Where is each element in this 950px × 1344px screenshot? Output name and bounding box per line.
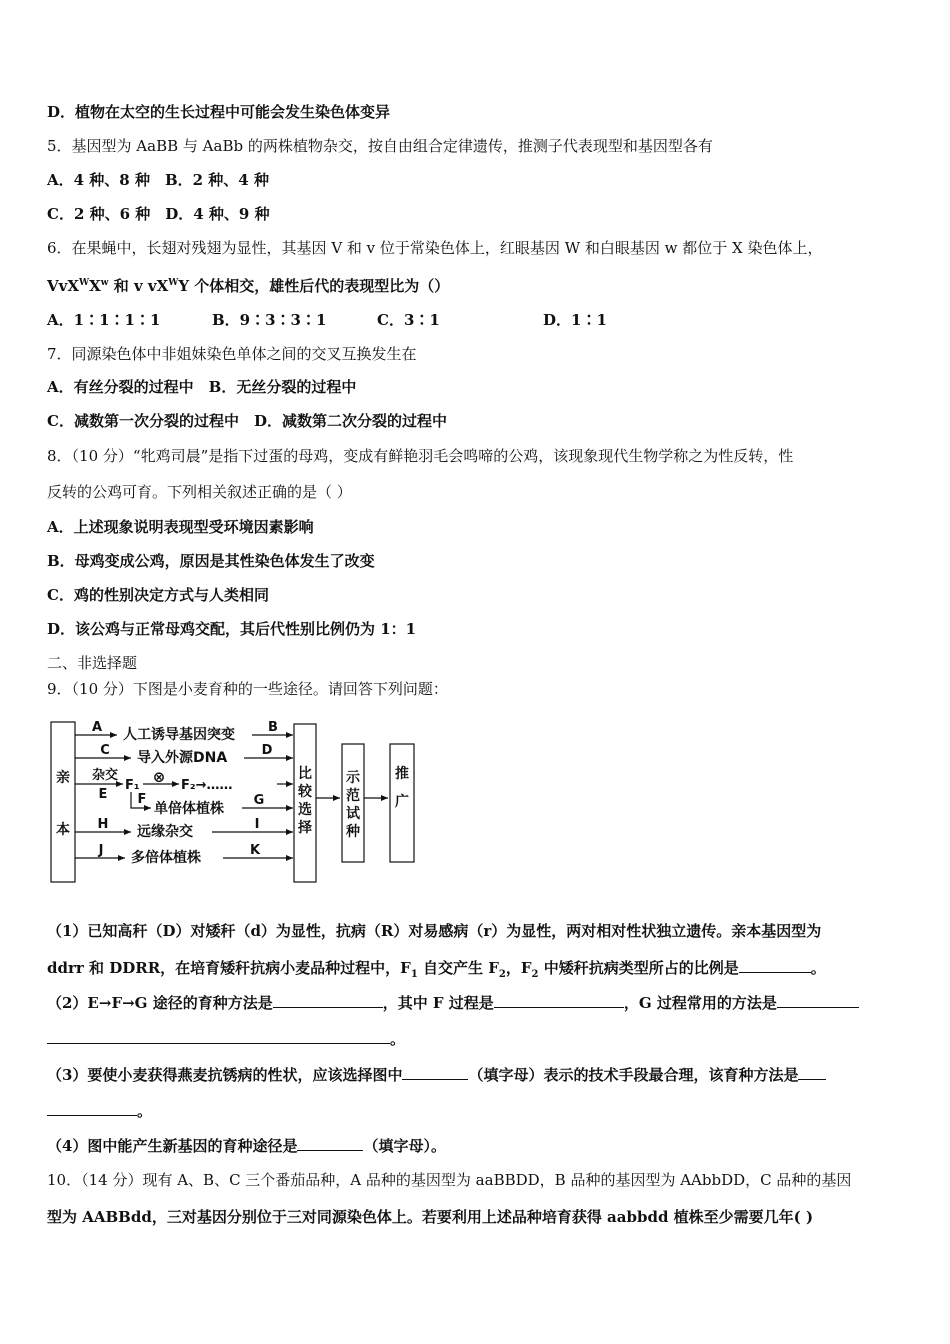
answer-blank-2[interactable] (273, 993, 383, 1008)
promote-char-1: 推 (395, 766, 409, 782)
answer-blank-4-cont[interactable] (47, 1029, 390, 1044)
demo-char-3: 试 (346, 806, 360, 822)
label-a: A (91, 720, 103, 735)
q7-options-cd: C．减数第一次分裂的过程中 D．减数第二次分裂的过程中 (47, 412, 447, 430)
select-char-1: 比 (298, 766, 312, 782)
label-foreign-dna: 导入外源DNA (137, 750, 228, 766)
demo-char-2: 范 (346, 788, 360, 804)
label-haploid: 单倍体植株 (154, 801, 224, 817)
q8-option-a: A．上述现象说明表现型受环境因素影响 (47, 518, 314, 536)
q5-options-cd: C．2 种、6 种 D．4 种、9 种 (47, 205, 270, 223)
label-i: I (254, 817, 260, 832)
q9-part1-line1: （1）已知高秆（D）对矮秆（d）为显性，抗病（R）对易感病（r）为显性，两对相对性状独立遗传。亲本基因型为 (47, 922, 822, 940)
q6-option-d: D．1∶1 (543, 311, 607, 329)
label-e: E (98, 787, 108, 802)
demo-char-4: 种 (346, 824, 360, 840)
q5-options-ab: A．4 种、8 种 B．2 种、4 种 (47, 171, 269, 189)
label-mutation: 人工诱导基因突变 (123, 727, 235, 743)
q9-part3-cont: 。 (47, 1101, 152, 1121)
label-f: F (137, 792, 147, 807)
answer-blank-5[interactable] (402, 1065, 468, 1080)
q7-options-ab: A．有丝分裂的过程中 B．无丝分裂的过程中 (47, 378, 357, 396)
label-polyploid: 多倍体植株 (131, 850, 201, 866)
q9-part1-line2: ddrr 和 DDRR，在培育矮秆抗病小麦品种过程中，$F_1$ 自交产生 $F_2$，$F_2$ 中矮秆抗病类型所占的比例是 。 (47, 959, 826, 980)
q5-stem: 5．基因型为 AaBB 与 AaBb 的两株植物杂交，按自由组合定律遗传，推测子代表现型和基因型各有 (47, 137, 713, 155)
label-f1: F₁ (125, 778, 140, 793)
label-h: H (97, 817, 109, 832)
answer-blank-6-cont[interactable] (47, 1101, 137, 1116)
answer-blank-7[interactable] (297, 1136, 363, 1151)
label-k: K (249, 843, 261, 858)
answer-blank-3[interactable] (494, 993, 624, 1008)
q10-line2: 型为 AABBdd，三对基因分别位于三对同源染色体上。若要利用上述品种培育获得 aabbdd 植株至少需要几年( ) (47, 1208, 814, 1226)
parent-char-2: 本 (56, 822, 70, 838)
select-char-4: 择 (298, 820, 312, 836)
q8-option-d: D．该公鸡与正常母鸡交配，其后代性别比例仍为 1：1 (47, 620, 417, 638)
q9-stem: 9．（10 分）下图是小麦育种的一些途径。请回答下列问题： (47, 680, 448, 698)
q6-option-b: B．9∶3∶3∶1 (212, 311, 327, 329)
parent-box (51, 722, 75, 882)
label-distant-cross: 远缘杂交 (137, 824, 193, 840)
q9-part2-cont: 。 (47, 1029, 405, 1049)
q9-part3: （3）要使小麦获得燕麦抗锈病的性状，应该选择图中 （填字母）表示的技术手段最合理，该育种方法是 (47, 1065, 826, 1085)
parent-char-1: 亲 (56, 770, 70, 786)
label-f2: F₂→…… (181, 778, 233, 793)
label-b: B (268, 720, 278, 735)
q6-cross: $VvX^WX^w$ 和 v $vX^WY$ 个体相交，雄性后代的表现型比为（） (47, 277, 450, 295)
breeding-diagram (47, 712, 427, 887)
q6-option-a: A．1∶1∶1∶1 (47, 311, 161, 329)
label-d: D (261, 743, 273, 758)
label-g: G (253, 793, 265, 808)
q9-part2: （2）E→F→G 途径的育种方法是 ，其中 F 过程是 ，G 过程常用的方法是 (47, 993, 859, 1013)
select-char-2: 较 (298, 784, 312, 800)
label-j: J (98, 843, 104, 858)
q6-option-c: C．3∶1 (377, 311, 440, 329)
self-cross-symbol: ⊗ (152, 768, 166, 786)
q8-option-c: C．鸡的性别决定方式与人类相同 (47, 586, 269, 604)
section-title: 二、非选择题 (47, 654, 138, 672)
q8-stem-line2: 反转的公鸡可育。下列相关叙述正确的是（ ） (47, 483, 352, 501)
q6-stem: 6．在果蝇中，长翅对残翅为显性，其基因 V 和 v 位于常染色体上，红眼基因 W 和白眼基因 w 都位于 X 染色体上， (47, 239, 823, 257)
promote-char-2: 广 (395, 794, 409, 810)
select-char-3: 选 (298, 802, 312, 818)
answer-blank-6[interactable] (798, 1065, 826, 1080)
label-cross: 杂交 (91, 768, 119, 783)
answer-blank-1[interactable] (739, 958, 811, 973)
answer-blank-4[interactable] (777, 993, 859, 1008)
q4-option-d: D．植物在太空的生长过程中可能会发生染色体变异 (47, 103, 391, 121)
demo-char-1: 示 (346, 770, 360, 786)
q8-option-b: B．母鸡变成公鸡，原因是其性染色体发生了改变 (47, 552, 375, 570)
q9-part4: （4）图中能产生新基因的育种途径是 （填字母）。 (47, 1137, 446, 1155)
q8-stem-line1: 8．（10 分）“牝鸡司晨”是指下过蛋的母鸡，变成有鲜艳羽毛会鸣啼的公鸡，该现象现代生物学称之为性反转，性 (47, 447, 794, 465)
label-c: C (100, 743, 110, 758)
q10-line1: 10．（14 分）现有 A、B、C 三个番茄品种，A 品种的基因型为 aaBBDD，B 品种的基因型为 AAbbDD，C 品种的基因 (47, 1171, 852, 1189)
q7-stem: 7．同源染色体中非姐妹染色单体之间的交叉互换发生在 (47, 345, 417, 363)
